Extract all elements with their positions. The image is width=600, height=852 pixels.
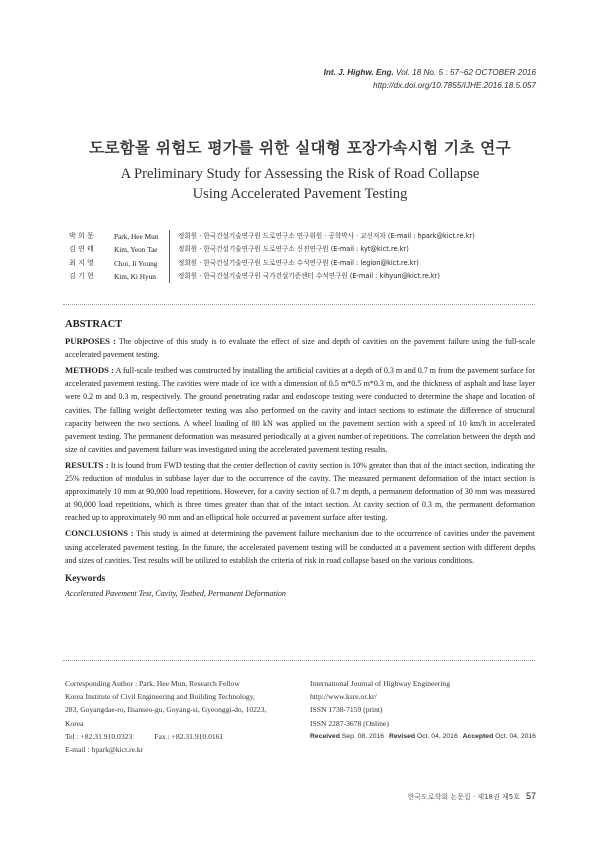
author-divider — [169, 230, 170, 243]
results-label: RESULTS : — [65, 459, 109, 470]
title-korean: 도로함몰 위험도 평가를 위한 실대형 포장가속시험 기초 연구 — [89, 139, 511, 157]
keywords-heading: Keywords — [65, 573, 106, 584]
author-name-en: Park, Hee Mun — [114, 232, 159, 241]
journal-header — [324, 66, 536, 92]
accepted-date: Oct. 04, 2016 — [495, 732, 536, 740]
author-divider — [169, 257, 170, 270]
methods-label: METHODS : — [65, 365, 114, 376]
conclusions-paragraph — [65, 527, 535, 566]
corresponding-contact — [65, 730, 266, 743]
author-list — [69, 230, 475, 283]
author-affiliation: 정회원 · 한국건설기술연구원 국가건설기준센터 수석연구원 (E-mail : kihyun@kict.re.kr) — [178, 271, 440, 280]
author-row — [69, 243, 475, 256]
corresponding-line: Corresponding Author : Park, Hee Mun, Research Fellow — [65, 679, 240, 688]
author-divider — [169, 243, 170, 256]
journal-info-name: International Journal of Highway Engineering — [310, 679, 451, 688]
corresponding-tel: Tel : +82.31.910.0323 — [65, 731, 133, 741]
author-name-ko: 김 연 태 — [69, 245, 94, 254]
conclusions-label: CONCLUSIONS : — [65, 528, 134, 539]
purposes-paragraph — [65, 335, 535, 361]
corresponding-author-block — [65, 677, 266, 756]
title-english — [0, 164, 600, 204]
author-affiliation: 정회원 · 한국건설기술연구원 도로연구소 연구위원 · 공학박사 · 교신저자 (E-mail : hpark@kict.re.kr) — [178, 232, 475, 240]
conclusions-text: This study is aimed at determining the pavement failure mechanism due to the occurrence of cavities under the pavement using accelerated pavement testing. In the future, the accelerated pavement testing will be conducted at a pavement section with different depths and sizes of cavities. Test results will be utilized to establish the criteria of risk in road collapse based on the various conditions. — [65, 529, 536, 565]
title-english-line-1: A Preliminary Study for Assessing the Risk of Road Collapse — [120, 166, 480, 182]
author-name-ko: 최 지 영 — [69, 258, 94, 267]
results-paragraph — [65, 459, 535, 524]
page-footer-text: 한국도로학회 논문집 · 제18권 제5호 — [407, 793, 520, 801]
volume-info: Vol. 18 No. 5 : 57~62 OCTOBER 2016 — [396, 68, 536, 77]
author-name-ko: 박 희 문 — [69, 232, 94, 240]
methods-text: A full-scale testbed was constructed by installing the artificial cavities at a depth of 0.3 m and 0.7 m from the pavement surface for accelerated pavement testing. The cavities were made of ice with a dimension of 0.5 m*0.5 m*0.3 m, and the thickness of asphalt and base layer were 0.2 m and 0.3 m, respectively. The ground penetrating radar and endoscope testing were conducted to determine the shape and location of cavities. The falling weight deflectometer testing was also performed on the cavity and intact sections to estimate the difference of structural capacity between the two sections. A wheel loading of 80 kN was applied on the pavement section with a speed of 10 km/h in accelerated pavement testing. The permanent deformation was measured periodically at a given number of repetitions. The correlation between the depth and size of cavities and pavement failure was investigated using the accelerated pavement testing results. — [65, 366, 536, 454]
abstract-section — [65, 318, 535, 600]
corresponding-fax: Fax : +82.31.910.0161 — [154, 731, 224, 741]
corresponding-line: 283, Goyangdae-ro, Ilsanseo-gu, Goyang-si, Gyeonggi-do, 10223, — [65, 705, 267, 715]
author-name-ko: 김 기 현 — [69, 271, 94, 280]
corresponding-email[interactable]: E-mail : hpark@kict.re.kr — [65, 745, 144, 755]
history-dates — [310, 730, 536, 743]
divider-bottom — [63, 660, 535, 661]
author-affiliation: 정회원 · 한국건설기술연구원 도로연구소 신진연구원 (E-mail : kyt@kict.re.kr) — [178, 245, 409, 254]
revised-date: Oct. 04, 2016 — [416, 732, 458, 740]
purposes-label: PURPOSES : — [65, 336, 116, 347]
author-name-en: Choi, Ji Young — [114, 258, 158, 268]
purposes-text: The objective of this study is to evaluate the effect of size and depth of cavities on the pavement failure using the full-scale accelerated pavement testing. — [65, 337, 535, 360]
methods-paragraph — [65, 364, 535, 456]
abstract-heading: ABSTRACT — [65, 319, 123, 330]
results-text: It is found from FWD testing that the center deflection of cavity section is 10% greater than that of the intact section, indicating the 25% reduction of modulus in subbase layer due to the occurrence of the cavity. The measured permanent deformation of the intact section is approximately 10 mm at 90,000 load repetitions. However, for a cavity section of 0.7 m depth, a permanent deformation of 30 mm was measured at 90,000 load repetitions, which is three times greater than that of the intact section. At cavity section of 0.3 m, the permanent deformation reached up to approximately 90 mm and an elliptical hole occurred at pavement surface after testing. — [65, 460, 535, 523]
page-footer — [408, 791, 536, 802]
divider-top — [63, 304, 535, 305]
corresponding-line: Korea — [65, 718, 84, 728]
author-name-en: Kim, Ki Hyun — [114, 271, 156, 281]
author-name-en: Kim, Yeon Tae — [114, 245, 158, 255]
author-row — [69, 270, 475, 283]
page-number: 57 — [525, 791, 536, 801]
keywords-text: Accelerated Pavement Test, Cavity, Testbed, Permanent Deformation — [65, 588, 286, 598]
journal-info-url[interactable]: http://www.ksre.or.kr/ — [310, 692, 377, 702]
received-label: Received — [310, 732, 340, 740]
author-row — [69, 257, 475, 270]
revised-label: Revised — [388, 732, 416, 740]
author-affiliation: 정회원 · 한국건설기술연구원 도로연구소 수석연구원 (E-mail : legion@kict.re.kr) — [178, 258, 419, 267]
author-row — [69, 230, 475, 243]
journal-info-block — [310, 677, 536, 743]
title-english-line-2: Using Accelerated Pavement Testing — [192, 186, 408, 202]
accepted-label: Accepted — [462, 732, 494, 740]
journal-name: Int. J. Highw. Eng. — [323, 68, 394, 77]
received-date: Sep. 08, 2016 — [341, 732, 385, 740]
issn-print: ISSN 1738-7159 (print) — [310, 705, 383, 715]
doi-link[interactable]: http://dx.doi.org/10.7855/IJHE.2016.18.5.057 — [373, 81, 536, 90]
author-divider — [169, 270, 170, 283]
issn-online: ISSN 2287-3678 (Online) — [310, 718, 389, 728]
corresponding-line: Korea Institute of Civil Engineering and Building Technology, — [65, 692, 255, 702]
